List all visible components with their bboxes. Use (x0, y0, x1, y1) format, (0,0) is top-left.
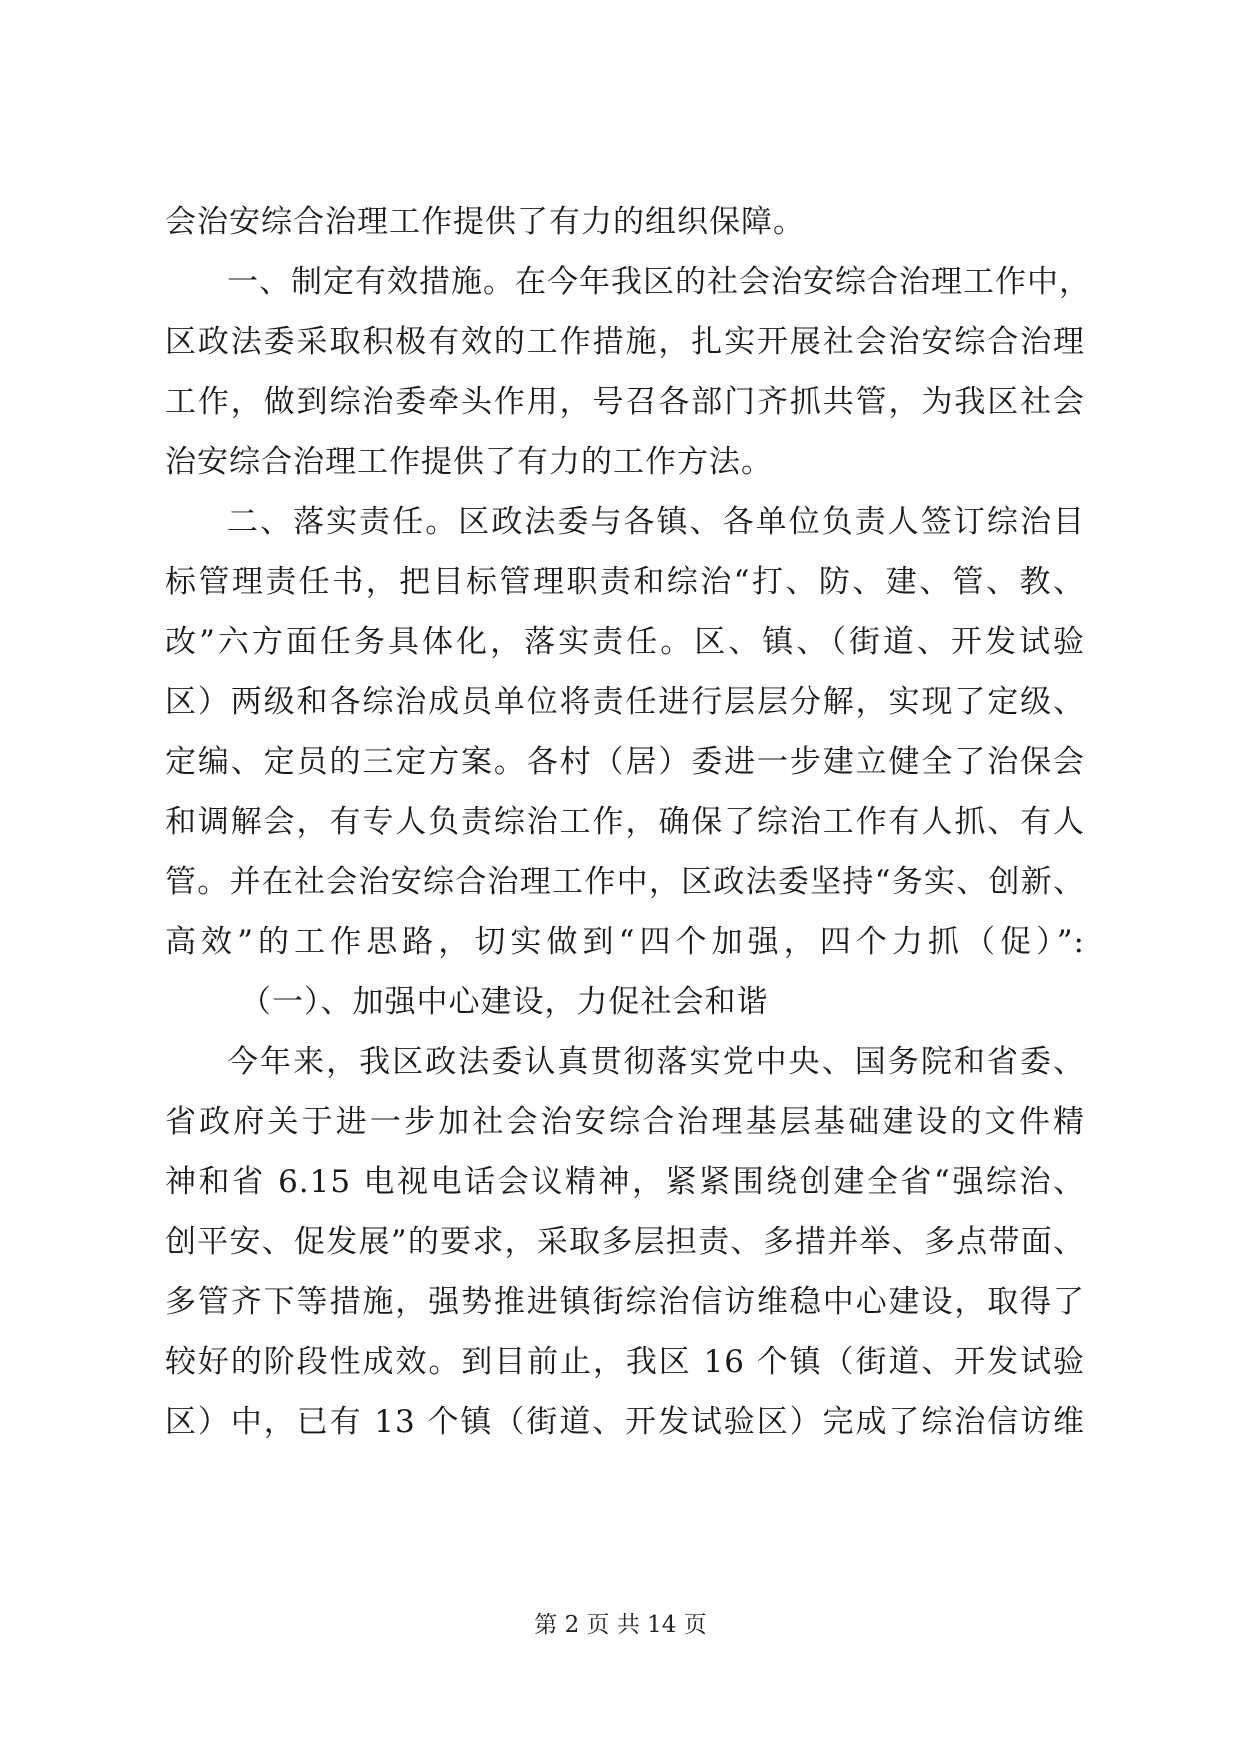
text-line-20: 较好的阶段性成效。到目前止，我区 16 个镇（街道、开发试验 (165, 1344, 1085, 1380)
text-line-4: 工作，做到综治委牵头作用，号召各部门齐抓共管，为我区社会 (165, 384, 1085, 420)
text-line-3: 区政法委采取积极有效的工作措施，扎实开展社会治安综合治理 (165, 324, 1085, 360)
text-line-6: 二、落实责任。区政法委与各镇、各单位负责人签订综治目 (227, 504, 1085, 540)
page-number: 第 2 页 共 14 页 (534, 1612, 707, 1638)
text-line-10: 定编、定员的三定方案。各村（居）委进一步建立健全了治保会 (165, 744, 1085, 780)
text-line-5: 治安综合治理工作提供了有力的工作方法。 (165, 444, 773, 480)
text-line-11: 和调解会，有专人负责综治工作，确保了综治工作有人抓、有人 (165, 804, 1085, 840)
section-heading: （一）、加强中心建设，力促社会和谐 (240, 984, 769, 1020)
text-line-13: 高效”的工作思路，切实做到“四个加强，四个力抓（促）”: (165, 924, 1085, 960)
text-line-21: 区）中，已有 13 个镇（街道、开发试验区）完成了综治信访维 (165, 1404, 1085, 1440)
text-line-9: 区）两级和各综治成员单位将责任进行层层分解，实现了定级、 (165, 684, 1085, 720)
text-line-2: 一、制定有效措施。在今年我区的社会治安综合治理工作中， (227, 264, 1091, 300)
text-line-16: 省政府关于进一步加社会治安综合治理基层基础建设的文件精 (165, 1104, 1085, 1140)
text-line-15: 今年来，我区政法委认真贯彻落实党中央、国务院和省委、 (227, 1044, 1085, 1080)
text-line-1: 会治安综合治理工作提供了有力的组织保障。 (165, 204, 805, 240)
text-line-12: 管。并在社会治安综合治理工作中，区政法委坚持“务实、创新、 (165, 864, 1085, 900)
text-line-19: 多管齐下等措施，强势推进镇街综治信访维稳中心建设，取得了 (165, 1284, 1085, 1320)
text-line-18: 创平安、促发展”的要求，采取多层担责、多措并举、多点带面、 (165, 1224, 1085, 1260)
text-line-8: 改”六方面任务具体化，落实责任。区、镇、（街道、开发试验 (165, 624, 1085, 660)
text-line-17: 神和省 6.15 电视电话会议精神，紧紧围绕创建全省“强综治、 (165, 1164, 1085, 1200)
text-line-7: 标管理责任书，把目标管理职责和综治“打、防、建、管、教、 (165, 564, 1085, 600)
